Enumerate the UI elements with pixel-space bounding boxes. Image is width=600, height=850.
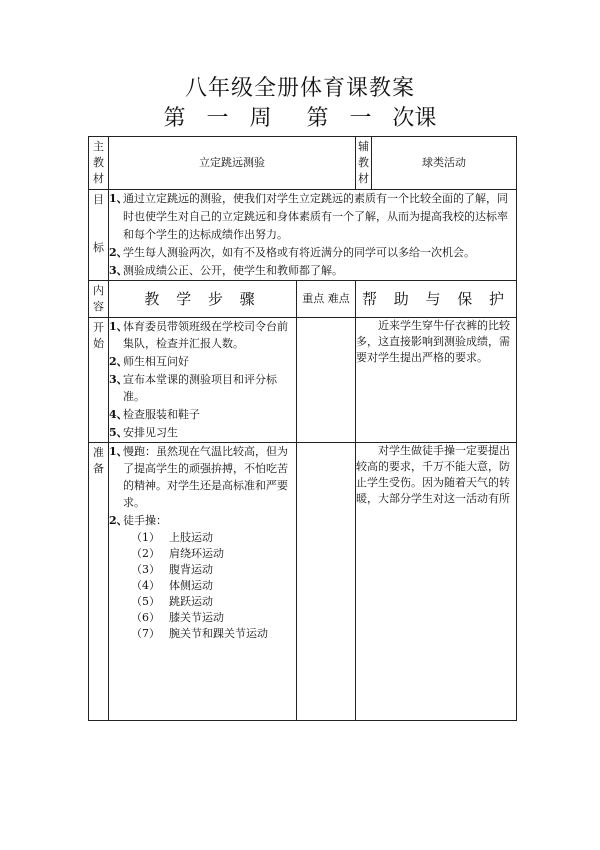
page-subtitle: 第 一 周 第 一 次课 xyxy=(163,106,437,131)
prep-row xyxy=(89,443,517,721)
exercise-item: （6） 膝关节运动 xyxy=(131,611,224,624)
prep-steps xyxy=(109,443,297,721)
material-row xyxy=(89,137,517,190)
step-item: 2、 师生相互问好 xyxy=(109,355,189,368)
step-item: 2、 徒手操： xyxy=(109,514,167,527)
step-item: 1、 体育委员带领班级在学校司令台前集队，检查并汇报人数。 xyxy=(109,320,288,350)
exercise-item: （7） 腕关节和踝关节运动 xyxy=(131,627,268,640)
step-item: 1、 慢跑：虽然现在气温比较高，但为了提高学生的顽强拚搏，不怕吃苦的精神。对学生还是高标准和严要求。 xyxy=(109,445,288,509)
main-material-label: 主 教 材 xyxy=(89,137,109,190)
goals-label: 目 标 xyxy=(89,190,109,281)
prep-focus-cell xyxy=(297,443,356,721)
exercise-list xyxy=(109,530,296,642)
start-label: 开 始 xyxy=(89,318,109,443)
main-material-value: 立定跳远测验 xyxy=(109,137,356,190)
goal-item: 1、 通过立定跳远的测验，使我们对学生立定跳远的素质有一个比较全面的了解，同时也使学生对自己的立定跳远和身体素质有一个了解，从而为提高我校的达标率和每个学生的达标成绩作出努力。 xyxy=(109,192,508,241)
step-item: 3、 宣布本堂课的测验项目和评分标准。 xyxy=(109,373,277,403)
start-focus-cell xyxy=(297,318,356,443)
goals-row xyxy=(89,190,517,281)
exercise-item: （5） 跳跃运动 xyxy=(131,595,213,608)
focus-header: 重点 难点 xyxy=(297,281,356,318)
header-row xyxy=(89,281,517,318)
exercise-item: （1） 上肢运动 xyxy=(131,531,213,544)
steps-header: 教 学 步 骤 xyxy=(109,281,297,318)
aux-material-label: 辅 教 材 xyxy=(356,137,372,190)
page-title: 八年级全册体育课教案 xyxy=(184,76,415,101)
exercise-item: （2） 肩绕环运动 xyxy=(131,547,224,560)
help-header: 帮 助 与 保 护 xyxy=(356,281,517,318)
step-item: 4、 检查服装和鞋子 xyxy=(109,408,200,421)
exercise-item: （4） 体侧运动 xyxy=(131,579,213,592)
aux-material-value: 球类活动 xyxy=(372,137,517,190)
exercise-item: （3） 腹背运动 xyxy=(131,563,213,576)
lesson-plan-table xyxy=(88,136,517,721)
goals-list xyxy=(109,190,517,281)
start-steps xyxy=(109,318,297,443)
prep-label: 准 备 xyxy=(89,443,109,721)
start-help: 近来学生穿牛仔衣裤的比较多，这直接影响到测验成绩，需要对学生提出严格的要求。 xyxy=(356,318,517,443)
start-row xyxy=(89,318,517,443)
goal-item: 3、 测验成绩公正、公开，使学生和教师都了解。 xyxy=(109,264,343,277)
goal-item: 2、 学生每人测验两次，如有不及格或有将近满分的同学可以多给一次机会。 xyxy=(109,246,475,259)
prep-help: 对学生做徒手操一定要提出较高的要求，千万不能大意，防止学生受伤。因为随着天气的转暖，大部分学生对这一活动有所 xyxy=(356,443,517,721)
step-item: 5、 安排见习生 xyxy=(109,426,178,439)
content-label: 内 容 xyxy=(89,281,109,318)
